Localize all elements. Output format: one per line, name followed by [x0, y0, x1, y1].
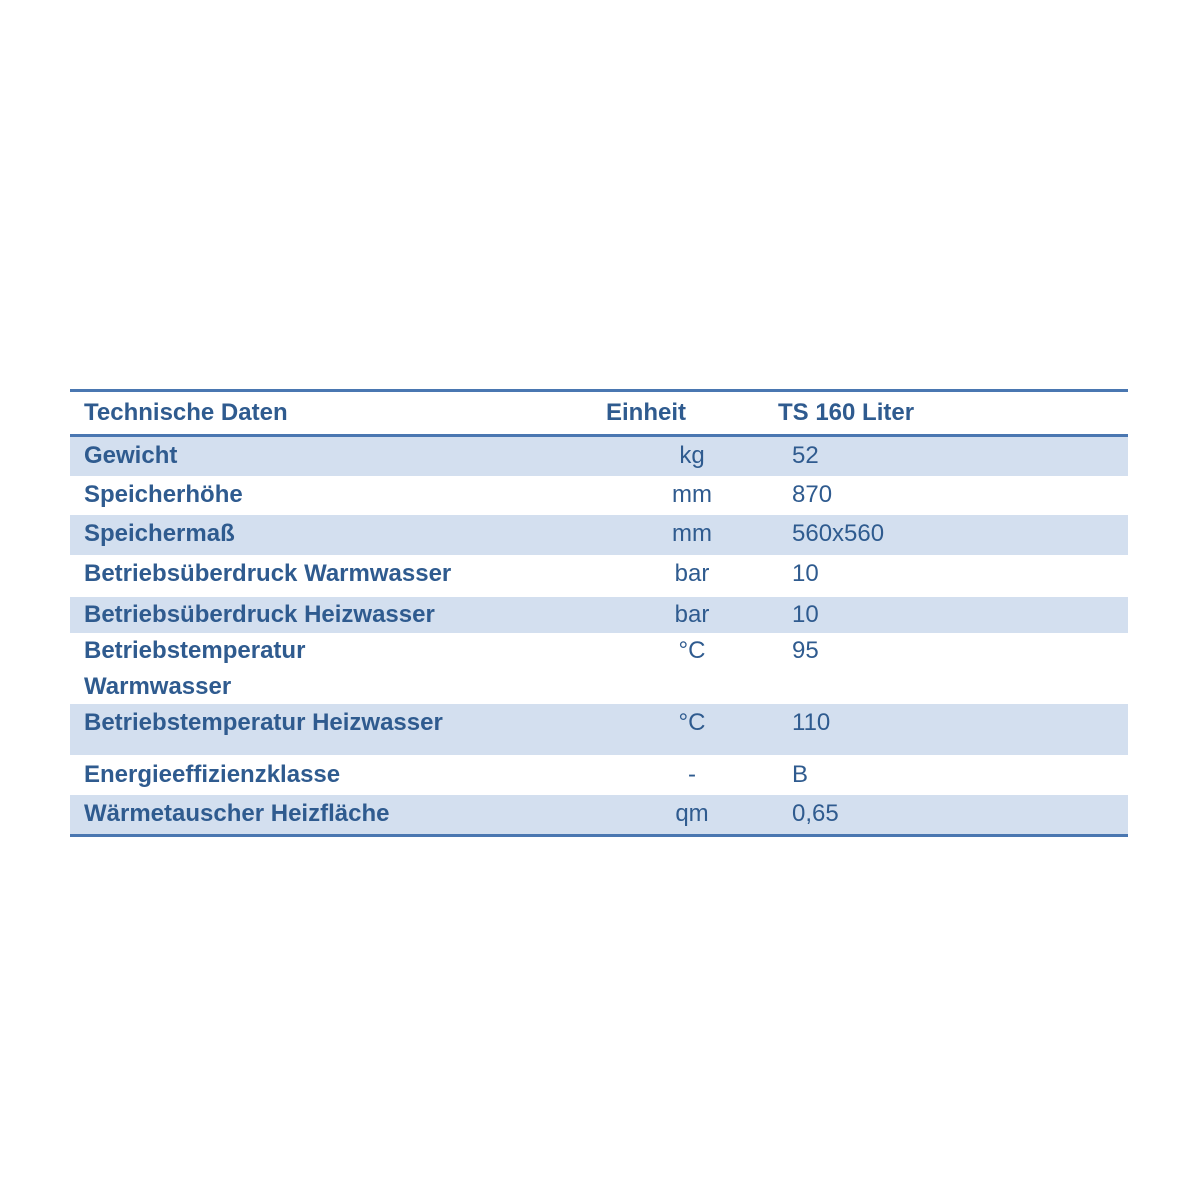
row-label: Speichermaß — [84, 520, 235, 547]
table-header-row — [70, 392, 1128, 434]
row-value: 870 — [792, 481, 833, 508]
table-row — [70, 476, 1128, 515]
row-value: 560x560 — [792, 520, 885, 547]
row-unit: qm — [675, 800, 709, 827]
row-value: 10 — [792, 601, 819, 628]
header-unit: Einheit — [606, 399, 687, 426]
row-label: Betriebsüberdruck Heizwasser — [84, 601, 435, 628]
row-unit: mm — [672, 520, 712, 547]
technical-data-table — [70, 389, 1128, 837]
row-label: Wärmetauscher Heizfläche — [84, 800, 390, 827]
row-label: Betriebstemperatur Warmwasser — [84, 637, 306, 700]
row-unit: - — [688, 761, 696, 788]
row-label: Betriebsüberdruck Warmwasser — [84, 560, 452, 587]
row-unit: mm — [672, 481, 712, 508]
table-row — [70, 755, 1128, 795]
table-row — [70, 597, 1128, 633]
table-row — [70, 704, 1128, 755]
row-unit: kg — [679, 442, 705, 469]
row-value: 95 — [792, 637, 819, 664]
header-technical-data: Technische Daten — [84, 399, 288, 426]
table-row — [70, 515, 1128, 555]
row-value: 52 — [792, 442, 819, 469]
row-label: Speicherhöhe — [84, 481, 243, 508]
row-label: Energieeffizienzklasse — [84, 761, 341, 788]
row-value: 0,65 — [792, 800, 839, 827]
table-row — [70, 633, 1128, 704]
row-value: 110 — [792, 709, 831, 736]
row-label: Gewicht — [84, 442, 178, 469]
row-unit: °C — [678, 637, 706, 664]
row-value: B — [792, 761, 809, 788]
table-row — [70, 437, 1128, 476]
table-row — [70, 795, 1128, 834]
table-row — [70, 555, 1128, 597]
header-value: TS 160 Liter — [778, 399, 915, 426]
row-value: 10 — [792, 560, 819, 587]
table-bottom-rule — [70, 834, 1128, 837]
row-unit: °C — [678, 709, 706, 736]
row-label: Betriebstemperatur Heizwasser — [84, 709, 443, 736]
row-unit: bar — [674, 601, 710, 628]
row-unit: bar — [674, 560, 710, 587]
